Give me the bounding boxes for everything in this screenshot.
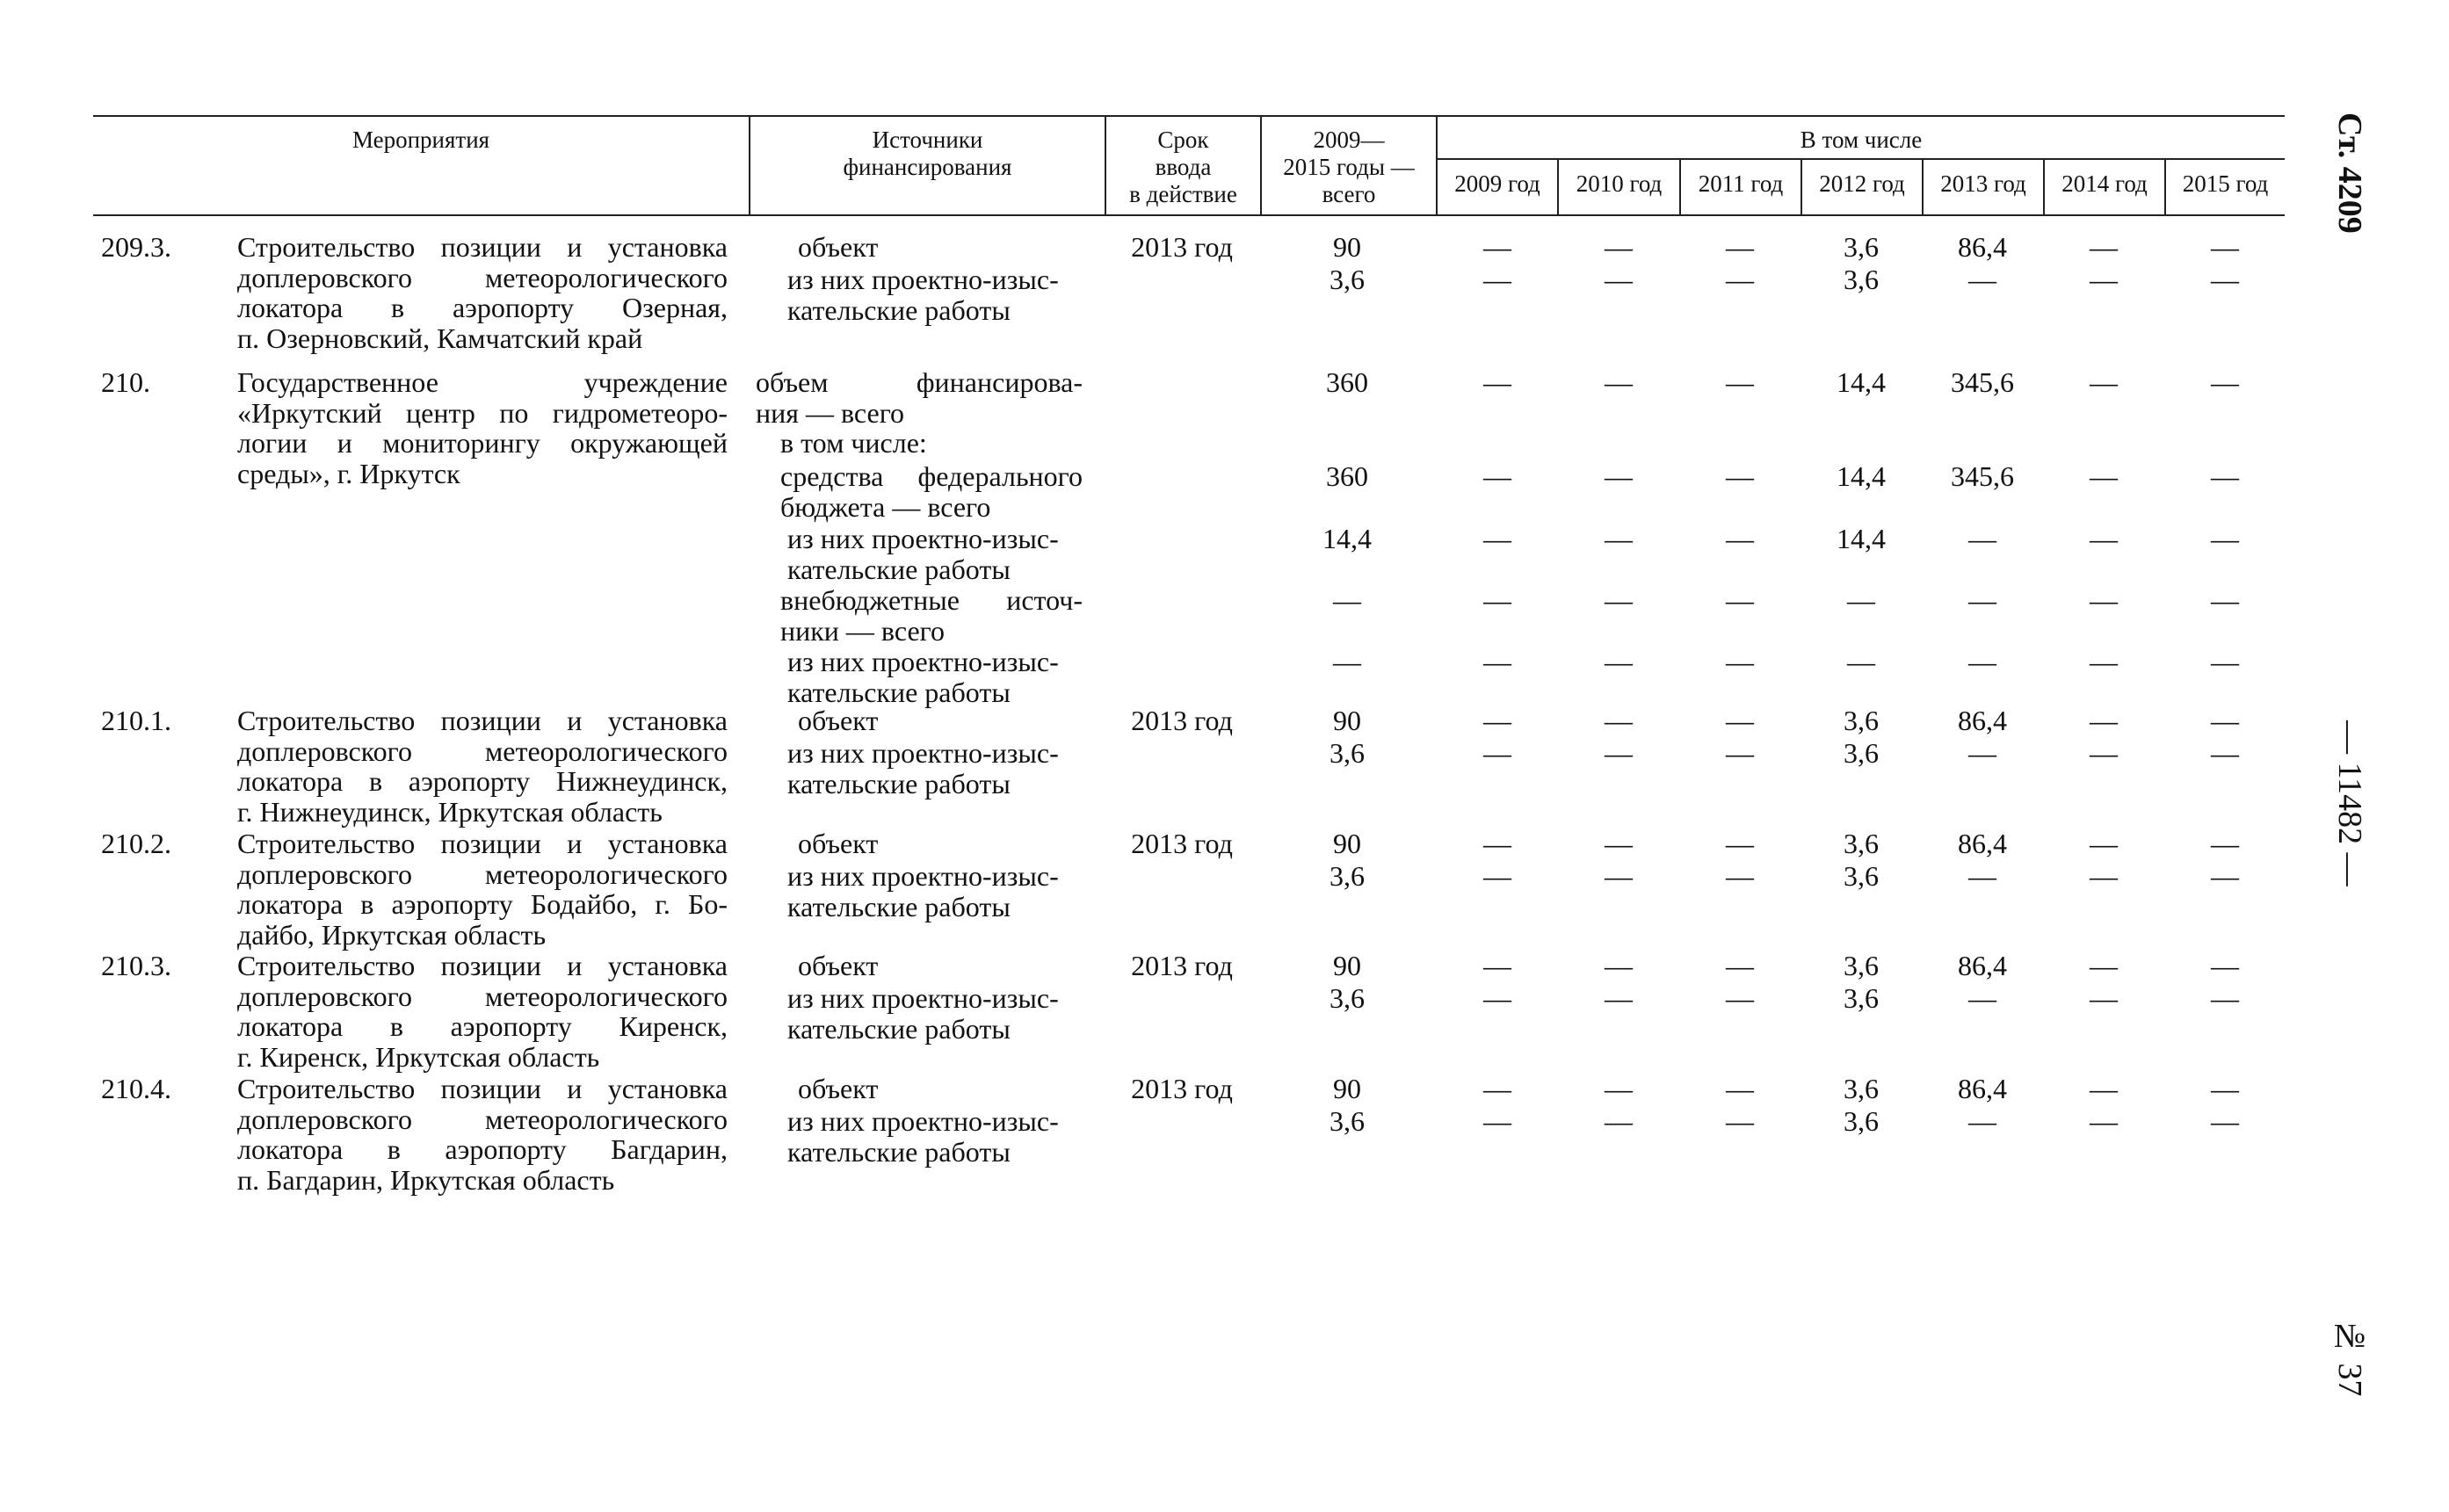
year-value: 3,6 — [1844, 231, 1879, 263]
funding-source-line: внебюджетные источ- — [780, 584, 1083, 616]
row-number: 210.3. — [101, 950, 171, 981]
header-year: 2015 год — [2182, 170, 2269, 197]
commissioning-term: 2013 год — [1131, 705, 1233, 736]
year-value: — — [1847, 646, 1875, 677]
funding-source-line: из них проектно-изыс- — [787, 1105, 1059, 1137]
year-value: 3,6 — [1844, 982, 1879, 1014]
year-value: — — [1605, 460, 1633, 492]
total-value: 14,4 — [1322, 523, 1372, 554]
year-value: 3,6 — [1844, 264, 1879, 295]
year-value: — — [1968, 264, 1996, 295]
header-total: 2009— 2015 годы — всего — [1283, 127, 1415, 207]
year-value: — — [1605, 1073, 1633, 1104]
year-value: — — [1968, 584, 1996, 616]
funding-source-line: кательские работы — [787, 890, 1011, 922]
year-value: — — [1726, 366, 1754, 398]
total-value: — — [1333, 646, 1361, 677]
year-value: — — [1605, 860, 1633, 892]
year-value: — — [2090, 705, 2118, 736]
year-value: — — [1483, 828, 1511, 859]
measure-desc-line: Строительство позиции и установка — [237, 705, 728, 736]
funding-source-line: объект — [798, 231, 879, 263]
year-value: — — [1483, 737, 1511, 769]
total-value: 90 — [1333, 828, 1361, 859]
year-value: — — [1726, 860, 1754, 892]
measure-desc-line: Строительство позиции и установка — [237, 231, 728, 263]
funding-source-line: кательские работы — [787, 553, 1011, 585]
funding-source-line: из них проектно-изыс- — [787, 860, 1059, 892]
year-value: — — [2211, 737, 2239, 769]
funding-source-line: объект — [798, 1073, 879, 1104]
year-value: — — [1483, 366, 1511, 398]
measure-desc-line: локатора в аэропорту Киренск, — [237, 1010, 728, 1043]
total-value: 90 — [1333, 1073, 1361, 1104]
year-value: — — [1968, 737, 1996, 769]
year-value: — — [2090, 950, 2118, 981]
funding-source-line: кательские работы — [787, 1135, 1011, 1168]
year-value: 86,4 — [1958, 1073, 2007, 1104]
year-value: — — [1483, 584, 1511, 616]
row-number: 210. — [101, 366, 150, 398]
year-value: — — [1726, 231, 1754, 263]
year-value: 345,6 — [1951, 366, 2014, 398]
year-value: — — [1605, 828, 1633, 859]
year-value: — — [1605, 737, 1633, 769]
year-value: — — [1847, 584, 1875, 616]
year-value: — — [2211, 1105, 2239, 1137]
year-value: — — [1726, 982, 1754, 1014]
commissioning-term: 2013 год — [1131, 231, 1233, 263]
year-value: — — [1726, 460, 1754, 492]
year-value: — — [1968, 860, 1996, 892]
year-value: — — [1605, 646, 1633, 677]
year-value: — — [2211, 523, 2239, 554]
total-value: 3,6 — [1330, 264, 1365, 295]
year-value: — — [1605, 523, 1633, 554]
commissioning-term: 2013 год — [1131, 950, 1233, 981]
year-value: — — [1726, 646, 1754, 677]
measure-desc-line: г. Киренск, Иркутская область — [237, 1040, 600, 1073]
year-value: — — [1605, 705, 1633, 736]
year-value: — — [1605, 1105, 1633, 1137]
measure-desc-line: доплеровского метеорологического — [237, 980, 728, 1012]
year-value: — — [1605, 982, 1633, 1014]
measure-desc-line: Государственное учреждение — [237, 366, 728, 398]
header-year: 2011 год — [1698, 170, 1784, 197]
commissioning-term: 2013 год — [1131, 828, 1233, 859]
year-value: — — [2211, 264, 2239, 295]
year-value: — — [2090, 231, 2118, 263]
year-value: 3,6 — [1844, 950, 1879, 981]
measure-desc-line: локатора в аэропорту Багдарин, — [237, 1133, 728, 1166]
year-value: — — [2211, 646, 2239, 677]
total-value: 90 — [1333, 231, 1361, 263]
measure-desc-line: п. Озерновский, Камчатский край — [237, 322, 643, 354]
measure-desc-line: Строительство позиции и установка — [237, 950, 728, 981]
funding-source-line: бюджета — всего — [780, 490, 991, 523]
table-top-rule — [93, 115, 2285, 117]
table-header-bottom-rule — [93, 214, 2285, 216]
year-value: — — [1483, 950, 1511, 981]
year-value: — — [2090, 1073, 2118, 1104]
year-value: — — [2090, 460, 2118, 492]
year-value: — — [1605, 950, 1633, 981]
funding-source-line: объект — [798, 828, 879, 859]
year-value: — — [1968, 523, 1996, 554]
total-value: 3,6 — [1330, 1105, 1365, 1137]
measure-desc-line: Строительство позиции и установка — [237, 828, 728, 859]
funding-source-line: кательские работы — [787, 676, 1011, 708]
year-value: — — [1605, 584, 1633, 616]
total-value: 90 — [1333, 950, 1361, 981]
year-value: — — [1483, 860, 1511, 892]
year-value: — — [2211, 828, 2239, 859]
measure-desc-line: логии и мониторингу окружающей — [237, 427, 728, 459]
year-value: 3,6 — [1844, 860, 1879, 892]
year-value: — — [2090, 1105, 2118, 1137]
year-value: — — [2211, 705, 2239, 736]
page-number: — 11482 — — [2331, 720, 2368, 886]
header-year: 2009 год — [1454, 170, 1540, 197]
year-value: — — [2090, 982, 2118, 1014]
measure-desc-line: доплеровского метеорологического — [237, 857, 728, 890]
year-value: — — [2090, 584, 2118, 616]
year-value: — — [1483, 523, 1511, 554]
year-value: — — [1483, 264, 1511, 295]
total-value: 3,6 — [1330, 860, 1365, 892]
subheader-rule — [1436, 158, 2285, 160]
funding-source-line: объект — [798, 950, 879, 981]
funding-source-line: из них проектно-изыс- — [787, 264, 1059, 295]
year-value: — — [1968, 646, 1996, 677]
year-value: — — [1726, 523, 1754, 554]
year-value: — — [2211, 231, 2239, 263]
year-value: — — [1726, 705, 1754, 736]
year-value: 14,4 — [1837, 366, 1886, 398]
measure-desc-line: доплеровского метеорологического — [237, 734, 728, 767]
funding-source-line: объект — [798, 705, 879, 736]
year-value: 3,6 — [1844, 705, 1879, 736]
year-value: — — [1483, 982, 1511, 1014]
year-value: — — [2090, 828, 2118, 859]
year-value: — — [1968, 982, 1996, 1014]
row-number: 210.1. — [101, 705, 171, 736]
header-including: В том числе — [1800, 127, 1923, 153]
year-value: — — [1483, 1105, 1511, 1137]
year-value: — — [2211, 860, 2239, 892]
header-sources: Источники финансирования — [843, 127, 1012, 180]
year-value: — — [1726, 264, 1754, 295]
year-value: — — [1726, 1073, 1754, 1104]
year-value: 86,4 — [1958, 231, 2007, 263]
row-number: 209.3. — [101, 231, 171, 263]
row-number: 210.2. — [101, 828, 171, 859]
measure-desc-line: среды», г. Иркутск — [237, 457, 460, 489]
year-value: 86,4 — [1958, 950, 2007, 981]
measure-desc-line: Строительство позиции и установка — [237, 1073, 728, 1104]
funding-source-line: ния — всего — [756, 396, 905, 429]
total-value: 90 — [1333, 705, 1361, 736]
year-value: — — [2090, 860, 2118, 892]
measure-desc-line: локатора в аэропорту Бодайбо, г. Бо- — [237, 888, 728, 921]
total-value: 3,6 — [1330, 737, 1365, 769]
year-value: 345,6 — [1951, 460, 2014, 492]
year-value: — — [1968, 1105, 1996, 1137]
year-value: — — [1726, 737, 1754, 769]
total-value: 360 — [1326, 460, 1368, 492]
year-value: 14,4 — [1837, 523, 1886, 554]
year-value: 86,4 — [1958, 705, 2007, 736]
header-year: 2012 год — [1819, 170, 1905, 197]
year-value: — — [1483, 231, 1511, 263]
year-value: — — [1483, 460, 1511, 492]
measure-desc-line: доплеровского метеорологического — [237, 261, 728, 293]
year-value: — — [1605, 231, 1633, 263]
year-value: — — [2090, 523, 2118, 554]
funding-source-line: средства федерального — [780, 460, 1083, 492]
year-value: — — [2211, 1073, 2239, 1104]
measure-desc-line: доплеровского метеорологического — [237, 1103, 728, 1135]
year-value: 14,4 — [1837, 460, 1886, 492]
year-value: — — [2211, 366, 2239, 398]
measure-desc-line: г. Нижнеудинск, Иркутская область — [237, 795, 663, 828]
year-value: — — [2090, 737, 2118, 769]
article-number: Ст. 4209 — [2331, 112, 2368, 234]
measure-desc-line: «Иркутский центр по гидрометеоро- — [237, 396, 728, 429]
year-value: — — [2090, 646, 2118, 677]
funding-source-line: из них проектно-изыс- — [787, 646, 1059, 677]
funding-source-line: кательские работы — [787, 293, 1011, 326]
header-measures: Мероприятия — [351, 127, 490, 153]
measure-desc-line: дайбо, Иркутская область — [237, 918, 547, 951]
year-value: 3,6 — [1844, 1105, 1879, 1137]
total-value: 3,6 — [1330, 982, 1365, 1014]
funding-source-line: объем финансирова- — [756, 366, 1083, 398]
year-value: 3,6 — [1844, 828, 1879, 859]
year-value: — — [1605, 366, 1633, 398]
commissioning-term: 2013 год — [1131, 1073, 1233, 1104]
total-value: 360 — [1326, 366, 1368, 398]
funding-source-line: из них проектно-изыс- — [787, 737, 1059, 769]
year-value: — — [1726, 950, 1754, 981]
header-year: 2010 год — [1576, 170, 1663, 197]
year-value: 86,4 — [1958, 828, 2007, 859]
funding-source-line: из них проектно-изыс- — [787, 523, 1059, 554]
funding-source-line: кательские работы — [787, 1012, 1011, 1045]
funding-source-line: из них проектно-изыс- — [787, 982, 1059, 1014]
year-value: 3,6 — [1844, 737, 1879, 769]
year-value: — — [1726, 828, 1754, 859]
measure-desc-line: локатора в аэропорту Нижнеудинск, — [237, 765, 728, 798]
header-year: 2013 год — [1940, 170, 2026, 197]
year-value: — — [2090, 366, 2118, 398]
year-value: — — [1483, 705, 1511, 736]
header-term: Срок ввода в действие — [1129, 127, 1237, 207]
year-value: — — [1483, 1073, 1511, 1104]
funding-source-line: в том числе: — [780, 427, 927, 459]
year-value: — — [1726, 584, 1754, 616]
funding-source-line: кательские работы — [787, 767, 1011, 799]
year-value: — — [2211, 584, 2239, 616]
total-value: — — [1333, 584, 1361, 616]
measure-desc-line: п. Багдарин, Иркутская область — [237, 1163, 615, 1196]
year-value: — — [1605, 264, 1633, 295]
year-value: — — [2211, 460, 2239, 492]
row-number: 210.4. — [101, 1073, 171, 1104]
year-value: — — [1483, 646, 1511, 677]
year-value: — — [2090, 264, 2118, 295]
measure-desc-line: локатора в аэропорту Озерная, — [237, 292, 728, 324]
year-value: — — [1726, 1105, 1754, 1137]
issue-number: № 37 — [2331, 1318, 2368, 1397]
funding-source-line: ники — всего — [780, 614, 945, 647]
year-value: 3,6 — [1844, 1073, 1879, 1104]
year-value: — — [2211, 950, 2239, 981]
year-value: — — [2211, 982, 2239, 1014]
header-year: 2014 год — [2061, 170, 2148, 197]
